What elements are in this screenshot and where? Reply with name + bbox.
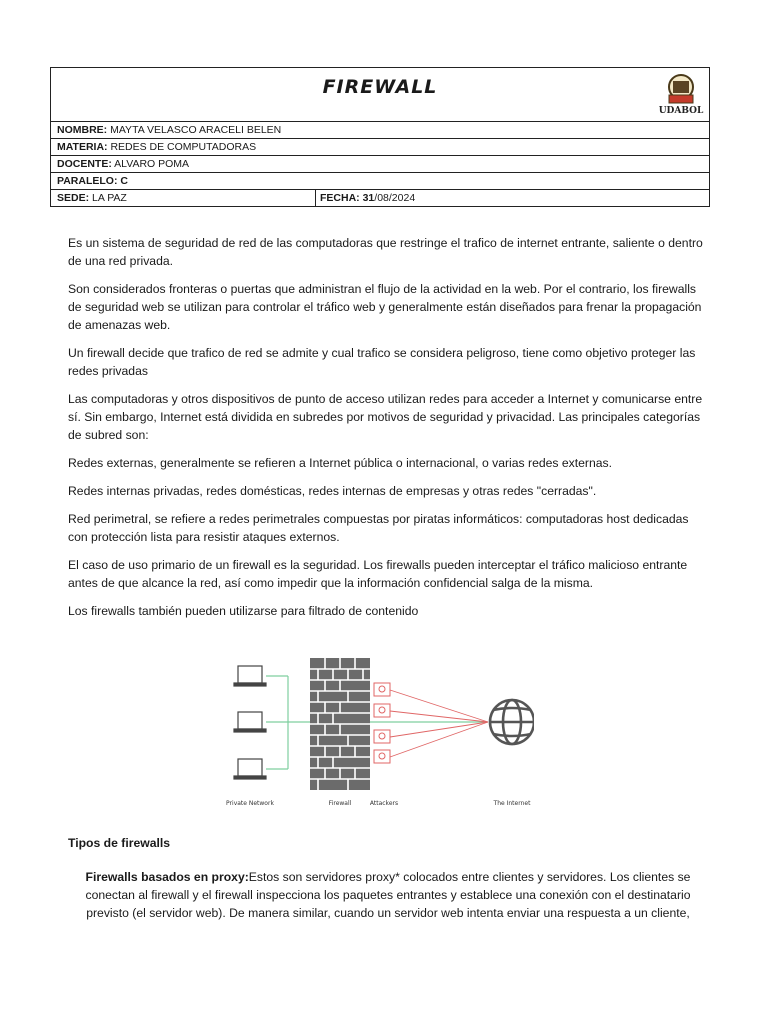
info-row-materia: MATERIA: REDES DE COMPUTADORAS bbox=[51, 139, 709, 156]
paragraph: Es un sistema de seguridad de red de las computadoras que restringe el trafico de internet entrante, saliente o dentro de una red privada. bbox=[68, 236, 703, 268]
logo-text: UDABOL bbox=[658, 106, 704, 116]
info-row-paralelo: PARALELO: C bbox=[51, 173, 709, 190]
firewall-wall-icon bbox=[310, 658, 370, 790]
attacker-icon bbox=[374, 704, 390, 717]
globe-icon bbox=[490, 700, 534, 744]
label-private-network: Private Network bbox=[226, 800, 274, 807]
sede-value: LA PAZ bbox=[89, 192, 127, 204]
paragraph: Redes externas, generalmente se refieren a Internet pública o internacional, o varias redes externas. bbox=[68, 456, 613, 470]
laptop-icon bbox=[234, 666, 266, 686]
paragraph: Un firewall decide que trafico de red se admite y cual trafico se considera peligroso, tiene como objetivo proteger las redes privadas bbox=[68, 346, 696, 378]
info-row-sede-fecha bbox=[51, 190, 709, 206]
proxy-text: Estos son servidores proxy* colocados entre clientes y servidores. Los clientes se conectan al firewall y el firewall inspecciona los paquetes entrantes y establece una conexión con el destinatario previsto (el servidor web). De manera similar, cuando un servidor web intenta enviar una respuesta a un cliente, bbox=[85, 870, 691, 920]
header-table bbox=[50, 67, 710, 207]
info-row-nombre: NOMBRE: MAYTA VELASCO ARACELI BELEN bbox=[51, 122, 709, 139]
paragraph: Son considerados fronteras o puertas que administran el flujo de la actividad en la web. Por el contrario, los firewalls de seguridad web se utilizan para controlar el tráfico web y generalmente están diseñados para frenar la propagación de amenazas web. bbox=[68, 282, 702, 332]
attacker-icon bbox=[374, 683, 390, 696]
firewall-diagram bbox=[222, 652, 534, 812]
document-title: FIREWALL bbox=[322, 76, 438, 98]
label-firewall: Firewall bbox=[328, 800, 352, 807]
proxy-label: Firewalls basados en proxy: bbox=[85, 870, 249, 884]
section-heading: Tipos de firewalls bbox=[68, 836, 171, 850]
paragraph: Redes internas privadas, redes domésticas, redes internas de empresas y otras redes "cerradas". bbox=[68, 484, 597, 498]
body-text bbox=[68, 234, 708, 630]
paragraph: Las computadoras y otros dispositivos de punto de acceso utilizan redes para acceder a Internet y comunicarse entre sí. Sin embargo, Internet está dividida en subredes por motivos de seguridad y privacidad. Las principales categorías de subred son: bbox=[68, 392, 703, 442]
attacker-icon bbox=[374, 750, 390, 763]
types-section bbox=[68, 834, 708, 922]
title-row bbox=[51, 68, 709, 122]
info-row-docente: DOCENTE: ALVARO POMA bbox=[51, 156, 709, 173]
laptop-icon bbox=[234, 712, 266, 732]
proxy-paragraph bbox=[68, 868, 708, 922]
attacker-links bbox=[390, 690, 488, 757]
label-internet: The Internet bbox=[493, 800, 531, 807]
paragraph: Red perimetral, se refiere a redes perimetrales compuestas por piratas informáticos: computadoras host dedicadas con protección lista para resistir ataques externos. bbox=[68, 512, 689, 544]
attacker-icon bbox=[374, 730, 390, 743]
label-attackers: Attackers bbox=[369, 800, 399, 807]
paragraph: El caso de uso primario de un firewall es la seguridad. Los firewalls pueden interceptar el tráfico malicioso entrante antes de que alcance la red, así como impedir que la información confidencial salga de la misma. bbox=[68, 558, 688, 590]
laptop-icon bbox=[234, 759, 266, 779]
sede-label: SEDE: bbox=[57, 192, 90, 204]
udabol-logo bbox=[657, 71, 705, 119]
fecha-cell: FECHA: 31/08/2024 bbox=[315, 190, 415, 206]
paragraph: Los firewalls también pueden utilizarse para filtrado de contenido bbox=[68, 604, 419, 618]
